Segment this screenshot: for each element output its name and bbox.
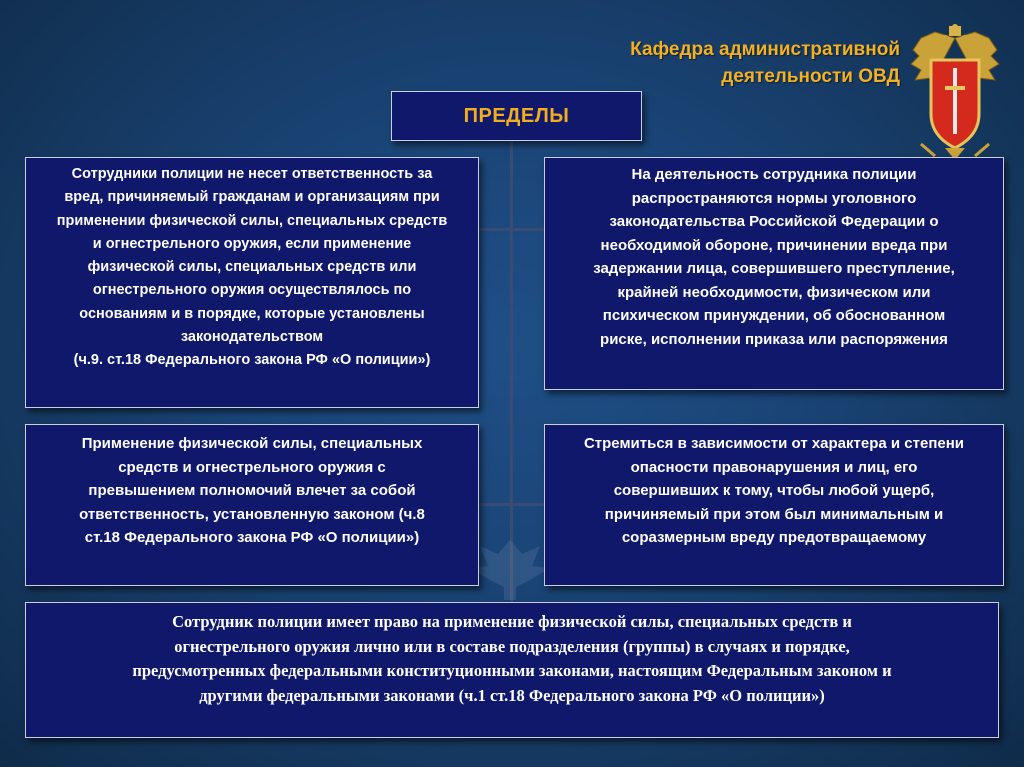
text-line: опасности правонарушения и лиц, его — [630, 458, 918, 476]
text-line: ответственность, установленную законом (ч.8 — [79, 505, 425, 523]
text-line: необходимой обороне, причинении вреда при — [600, 236, 948, 254]
text-line: Применение физической силы, специальных — [81, 435, 423, 452]
text-line: средств и огнестрельного оружия с — [118, 458, 386, 476]
page-title: ПРЕДЕЛЫ — [463, 105, 570, 127]
box-exceeding-authority — [25, 424, 479, 586]
text-line: риске, исполнении приказа или распоряжения — [600, 330, 948, 348]
text-line: крайней необходимости, физическом или — [617, 283, 931, 301]
connector-top-row — [479, 228, 544, 231]
text-line: превышением полномочий влечет за собой — [88, 482, 416, 499]
text-line: причиняемый при этом был минимальным и — [604, 505, 944, 523]
department-title — [560, 36, 900, 90]
police-emblem-icon — [905, 24, 1005, 164]
text-line: совершивших к тому, чтобы любой ущерб, — [613, 482, 935, 499]
text-line: соразмерным вреду предотвращаемому — [621, 529, 927, 546]
box-criminal-law-norms — [544, 157, 1004, 390]
title-box — [391, 91, 642, 141]
text-line: распространяются нормы уголовного — [631, 189, 917, 207]
text-line: психическом принуждении, об обоснованном — [602, 307, 946, 324]
text-line: физической силы, специальных средств или — [87, 259, 417, 276]
text-line: применении физической силы, специальных средств — [56, 212, 448, 229]
text-line: другими федеральными законами (ч.1 ст.18 Федерального закона РФ «О полиции») — [199, 685, 825, 705]
connector-middle-row — [479, 503, 544, 506]
text-line: задержании лица, совершившего преступление, — [593, 260, 955, 277]
text-line: Сотрудник полиции имеет право на применение физической силы, специальных средств и — [172, 612, 852, 631]
text-line: (ч.9. ст.18 Федерального закона РФ «О полиции») — [73, 352, 431, 369]
text-line: ст.18 Федерального закона РФ «О полиции») — [84, 529, 420, 546]
text-line: основаниям и в порядке, которые установлены — [79, 305, 425, 322]
box-liability-exemption — [25, 157, 479, 408]
text-line: законодательством — [180, 329, 324, 346]
text-line: огнестрельного оружия лично или в составе подразделения (группы) в случаях и порядке, — [174, 636, 850, 656]
text-line: На деятельность сотрудника полиции — [631, 166, 917, 183]
box-right-to-use-force — [25, 602, 999, 738]
box-minimize-damage — [544, 424, 1004, 586]
text-line: и огнестрельного оружия, если применение — [92, 235, 412, 252]
department-line-1: Кафедра административной — [630, 39, 900, 60]
text-line: предусмотренных федеральными конституционными законами, настоящим Федеральным законом и — [132, 661, 892, 680]
text-line: Сотрудники полиции не несет ответственность за — [71, 166, 433, 182]
text-line: законодательства Российской Федерации о — [609, 213, 939, 230]
text-line: вред, причиняемый гражданам и организациям при — [64, 189, 440, 206]
department-line-2: деятельности ОВД — [721, 66, 900, 87]
text-line: огнестрельного оружия осуществлялось по — [92, 282, 412, 299]
text-line: Стремиться в зависимости от характера и степени — [583, 435, 965, 452]
